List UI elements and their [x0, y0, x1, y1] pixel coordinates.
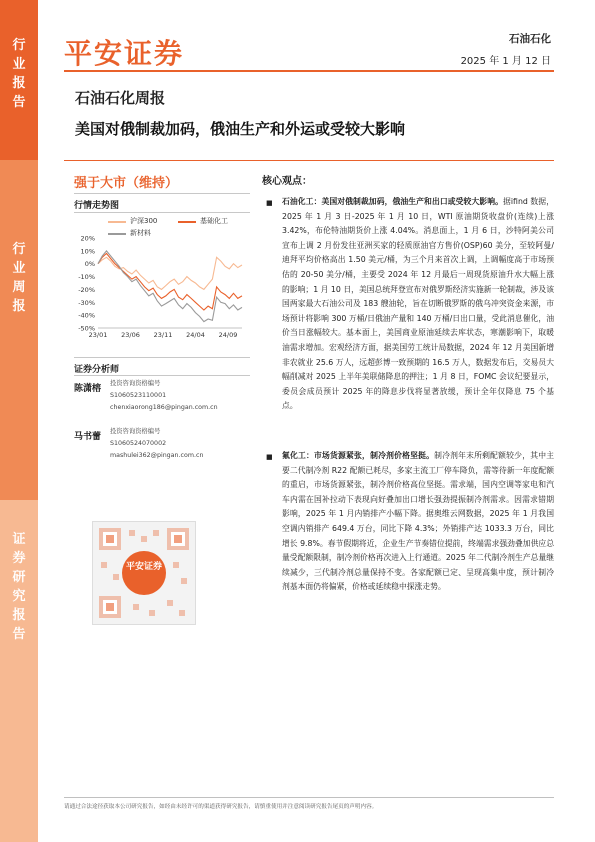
y-tick-label: -10% — [78, 273, 95, 282]
rating-label: 强于大市（维持） — [74, 176, 179, 191]
analyst-email[interactable]: mashulei362@pingan.com.cn — [110, 452, 204, 459]
sidebar-char: 券 — [12, 551, 26, 566]
analyst-section-label: 证券分析师 — [74, 365, 120, 375]
analyst-info — [110, 378, 218, 414]
left-divider — [74, 193, 250, 194]
analyst-info — [110, 426, 203, 462]
core-views-title: 核心观点： — [262, 176, 312, 187]
footer-disclaimer: 请通过合法途径获取本公司研究报告，如经由未经许可的渠道获得研究报告，请慎重使用并注意阅读研究报告尾页的声明内容。 — [64, 804, 378, 810]
paragraph-fluorochemical — [282, 449, 554, 595]
y-tick-label: -40% — [78, 311, 95, 320]
sidebar-text-bottom — [0, 530, 38, 644]
footer-divider — [64, 797, 554, 798]
x-tick-label: 24/09 — [218, 331, 238, 339]
x-tick-label: 23/11 — [153, 331, 173, 339]
legend-swatch-chemical — [178, 221, 196, 223]
sidebar — [0, 0, 38, 842]
x-tick-label: 24/04 — [186, 331, 205, 339]
sidebar-char: 告 — [12, 95, 26, 110]
header-divider — [64, 70, 554, 72]
report-title: 美国对俄制裁加码，俄油生产和外运或受较大影响 — [75, 120, 406, 138]
report-category: 石油石化周报 — [75, 89, 166, 107]
sidebar-char: 证 — [12, 532, 26, 547]
series-line-0 — [98, 257, 242, 289]
sidebar-char: 报 — [12, 299, 26, 314]
sidebar-char: 告 — [12, 627, 26, 642]
sidebar-char: 报 — [12, 608, 26, 623]
sidebar-text-middle — [0, 240, 38, 316]
legend-label-chemical: 基础化工 — [200, 217, 228, 225]
sidebar-char: 研 — [12, 570, 26, 585]
y-tick-label: 10% — [80, 247, 95, 256]
x-tick-label: 23/06 — [121, 331, 140, 339]
qr-code[interactable] — [92, 521, 196, 625]
analyst-cert: S1060524070002 — [110, 440, 167, 447]
legend-label-hs300: 沪深300 — [130, 217, 158, 225]
analyst-cert: S1060523110001 — [110, 392, 167, 399]
paragraph-petrochemical — [282, 195, 554, 414]
analyst-email[interactable]: chenxiaorong186@pingan.com.cn — [110, 404, 218, 411]
paragraph-lead: 石油化工：美国对俄制裁加码，俄油生产和出口或受较大影响。 — [282, 197, 503, 206]
legend-label-newmaterial: 新材料 — [130, 229, 151, 237]
report-date: 2025 年 1 月 12 日 — [460, 56, 551, 67]
y-tick-label: -30% — [78, 298, 95, 307]
sidebar-char: 行 — [12, 242, 26, 257]
series-line-2 — [98, 251, 242, 322]
left-divider — [74, 357, 250, 358]
chart-section-label: 行情走势图 — [74, 201, 120, 211]
analyst-name: 陈潇榕 — [74, 384, 102, 394]
sidebar-text-top — [0, 36, 38, 112]
sidebar-char: 业 — [12, 261, 26, 276]
analyst-name: 马书蕾 — [74, 432, 102, 442]
sidebar-char: 行 — [12, 38, 26, 53]
y-tick-label: -50% — [78, 324, 95, 333]
sidebar-char: 报 — [12, 76, 26, 91]
paragraph-lead: 氟化工：市场货源紧张，制冷剂价格坚挺。 — [282, 451, 435, 460]
y-tick-label: 20% — [80, 234, 95, 243]
company-logo: 平安证券 — [64, 37, 185, 70]
qr-center-label: 平安证券 — [125, 562, 162, 572]
qr-code-pattern — [93, 522, 195, 624]
industry-label: 石油石化 — [509, 33, 551, 45]
left-divider — [74, 375, 250, 376]
y-tick-label: 0% — [84, 260, 95, 269]
bullet-icon: ■ — [266, 199, 273, 207]
paragraph-body: 制冷剂年末所剩配额较少，其中主要二代制冷剂 R22 配额已耗尽，多家主流工厂停车降负，需等待新一年度配额的重启，市场货源紧张，制冷剂价格高位坚挺。需求端，国内空调等家电和汽车内需在国补拉动下表现向好叠加出口增长强劲提振制冷剂需求。因需求错期影响，2025 年 1 月内销排产小幅下降。据奥维云网数据，2025 年 1 月我国空调内销排产 649.4 万台，同比下降 4.3%；外销排产达 1033.3 万台，同比增长 9.8%。春节假期将近，企业生产节奏错位提前，终端需求强劲叠加供应总量受配额限制，制冷剂价格再次进入上行通道。2025 年二代制冷剂生产总量继续减少，三代制冷剂总量保持不变。各家配额已定、呈现高集中度，预计制冷剂基本面仍将偏紧，价格或延续稳中探涨走势。 — [282, 451, 555, 592]
sidebar-band-middle — [0, 160, 38, 500]
sidebar-char: 周 — [12, 280, 26, 295]
sidebar-char: 究 — [12, 589, 26, 604]
x-tick-label: 23/01 — [88, 331, 108, 339]
legend-swatch-hs300 — [108, 221, 126, 223]
analyst-cert-label: 投资咨询资格编号 — [110, 380, 161, 387]
analyst-cert-label: 投资咨询资格编号 — [110, 428, 161, 435]
bullet-icon: ■ — [266, 453, 273, 461]
title-divider — [64, 160, 554, 161]
left-divider — [74, 212, 250, 213]
y-tick-label: -20% — [78, 285, 95, 294]
paragraph-body: 据ifind 数据，2025 年 1 月 3 日-2025 年 1 月 10 日，WTI 原油期货收盘价(连续)上涨 3.42%，布伦特油期货价上涨 4.04%。消息面上，1 月 6 日，沙特阿美公司宣布上调 2 月份发往亚洲买家的轻质原油官方售价(OSP)60 美分，至较阿曼/迪拜平均价格高出 1.50 美元/桶，为三个月来首次上调，上调幅度高于市场预估的 20-50 美分/桶，主要受 2024 年 12 月最后一周现货原油升水大幅上涨的影响；1 月 10 日，美国总统拜登宣布对俄罗斯经济实施新一轮制裁，涉及该国两家最大石油公司及 183 艘油轮，旨在切断俄罗斯的俄乌冲突资金来源，市场预计将影响 300 万桶/日俄油产量和 140 万桶/日出口量，受此消息催化，油价当日涨幅较大。基本面上，美国商业原油延续去库状态，寒潮影响下，取暖油需求增加。宏观经济方面，据美国劳工统计局数据，2024 年 12 月美国新增非农就业 25.6 万人，远超彭博一致预期的 16.5 万人，数据发布后，交易员大幅削减对 2025 上半年美联储降息的押注；1 月 8 日，FOMC 会议纪要显示，委员会成员预计 2025 年的降息步伐将显著放缓，预计全年仅降息 75 个基点。 — [282, 197, 554, 411]
sidebar-char: 业 — [12, 57, 26, 72]
market-trend-chart — [70, 234, 250, 344]
